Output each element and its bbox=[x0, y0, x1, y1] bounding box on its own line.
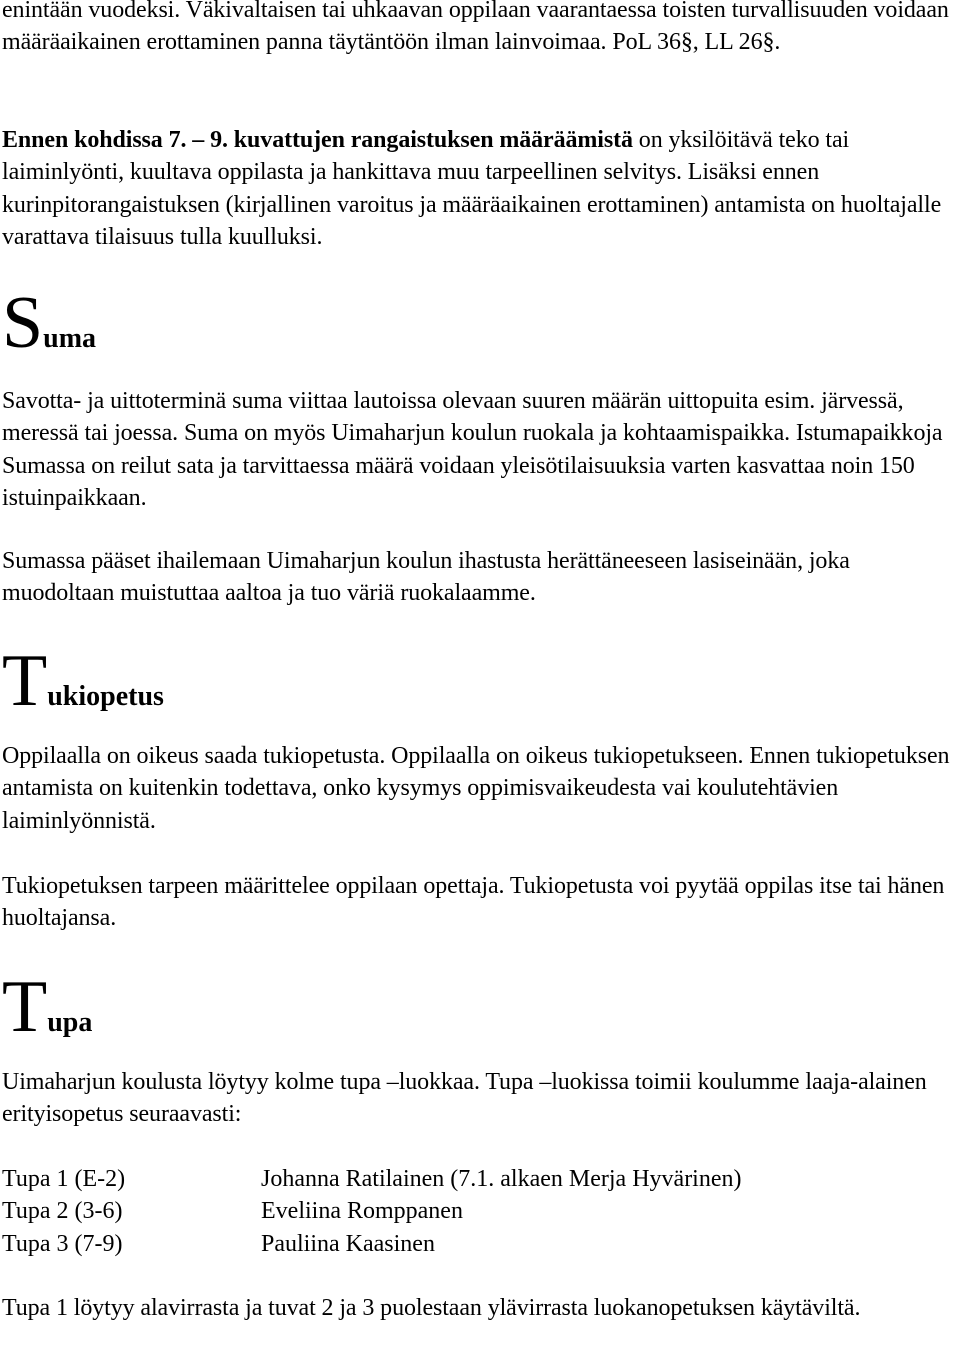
heading-suma bbox=[2, 282, 97, 364]
heading-tukiopetus-initial: T bbox=[2, 640, 48, 722]
tupa-table bbox=[2, 1163, 742, 1260]
tukiopetus-paragraph-2: Tukiopetuksen tarpeen määrittelee oppilaan opettaja. Tukiopetusta voi pyytää oppilas itse tai hänen huoltajansa. bbox=[2, 873, 945, 932]
table-row bbox=[2, 1163, 742, 1195]
intro-paragraph: enintään vuodeksi. Väkivaltaisen tai uhkaavan oppilaan vaarantaessa toisten turvallisuuden voidaan määräaikainen erottaminen panna täytäntöön ilman lainvoimaa. PoL 36§, LL 26§. bbox=[2, 0, 949, 56]
ennen-paragraph bbox=[2, 124, 952, 254]
ennen-rest: on yksilöitävä teko tai laiminlyönti, kuultava oppilasta ja hankittava muu tarpeellinen selvitys. Lisäksi ennen kurinpitorangaistuksen (kirjallinen varoitus ja määräaikainen erottaminen) antamista on huoltajalle varattava tilaisuus tulla kuulluksi. bbox=[2, 127, 942, 251]
ennen-bold-lead: Ennen kohdissa 7. – 9. kuvattujen rangaistuksen määräämistä bbox=[2, 127, 633, 153]
heading-tukiopetus bbox=[2, 640, 164, 722]
tupa-name: Tupa 1 (E-2) bbox=[2, 1166, 126, 1192]
tupa-teacher: Pauliina Kaasinen bbox=[261, 1230, 435, 1257]
tukiopetus-paragraph-1: Oppilaalla on oikeus saada tukiopetusta. Oppilaalla on oikeus tukiopetukseen. Ennen tukiopetuksen antamista on kuitenkin todettava, onko kysymys oppimisvaikeudesta vai koulutehtävien laiminlyönnistä. bbox=[2, 743, 950, 834]
heading-tupa-initial: T bbox=[2, 966, 48, 1048]
suma-paragraph-2: Sumassa pääset ihailemaan Uimaharjun koulun ihastusta herättäneeseen lasiseinään, joka muodoltaan muistuttaa aaltoa ja tuo väriä ruokalaamme. bbox=[2, 548, 850, 607]
table-row bbox=[2, 1195, 742, 1227]
tupa-teacher: Johanna Ratilainen (7.1. alkaen Merja Hyvärinen) bbox=[261, 1166, 742, 1192]
suma-paragraph-1: Savotta- ja uittoterminä suma viittaa lautoissa olevaan suuren määrän uittopuita esim. järvessä, meressä tai joessa. Suma on myös Uimaharjun koulun ruokala ja kohtaamispaikka. Istumapaikkoja Sumassa on reilut sata ja tarvittaessa määrä voidaan yleisötilaisuuksia varten kasvattaa noin 150 istuinpaikkaan. bbox=[2, 388, 943, 512]
heading-suma-rest: uma bbox=[43, 323, 97, 354]
tupa-name: Tupa 2 (3-6) bbox=[2, 1198, 123, 1225]
heading-tukiopetus-rest: ukiopetus bbox=[47, 681, 164, 712]
tupa-paragraph-2: Tupa 1 löytyy alavirrasta ja tuvat 2 ja 3 puolestaan ylävirrasta luokanopetuksen käytäviltä. bbox=[2, 1295, 861, 1321]
heading-tupa-rest: upa bbox=[47, 1007, 93, 1038]
tupa-paragraph-1: Uimaharjun koulusta löytyy kolme tupa –luokkaa. Tupa –luokissa toimii koulumme laaja-alainen erityisopetus seuraavasti: bbox=[2, 1069, 927, 1128]
heading-suma-initial: S bbox=[2, 282, 44, 364]
heading-tupa bbox=[2, 966, 93, 1048]
table-row bbox=[2, 1228, 742, 1260]
tupa-name: Tupa 3 (7-9) bbox=[2, 1230, 123, 1257]
tupa-teacher: Eveliina Romppanen bbox=[261, 1198, 463, 1225]
